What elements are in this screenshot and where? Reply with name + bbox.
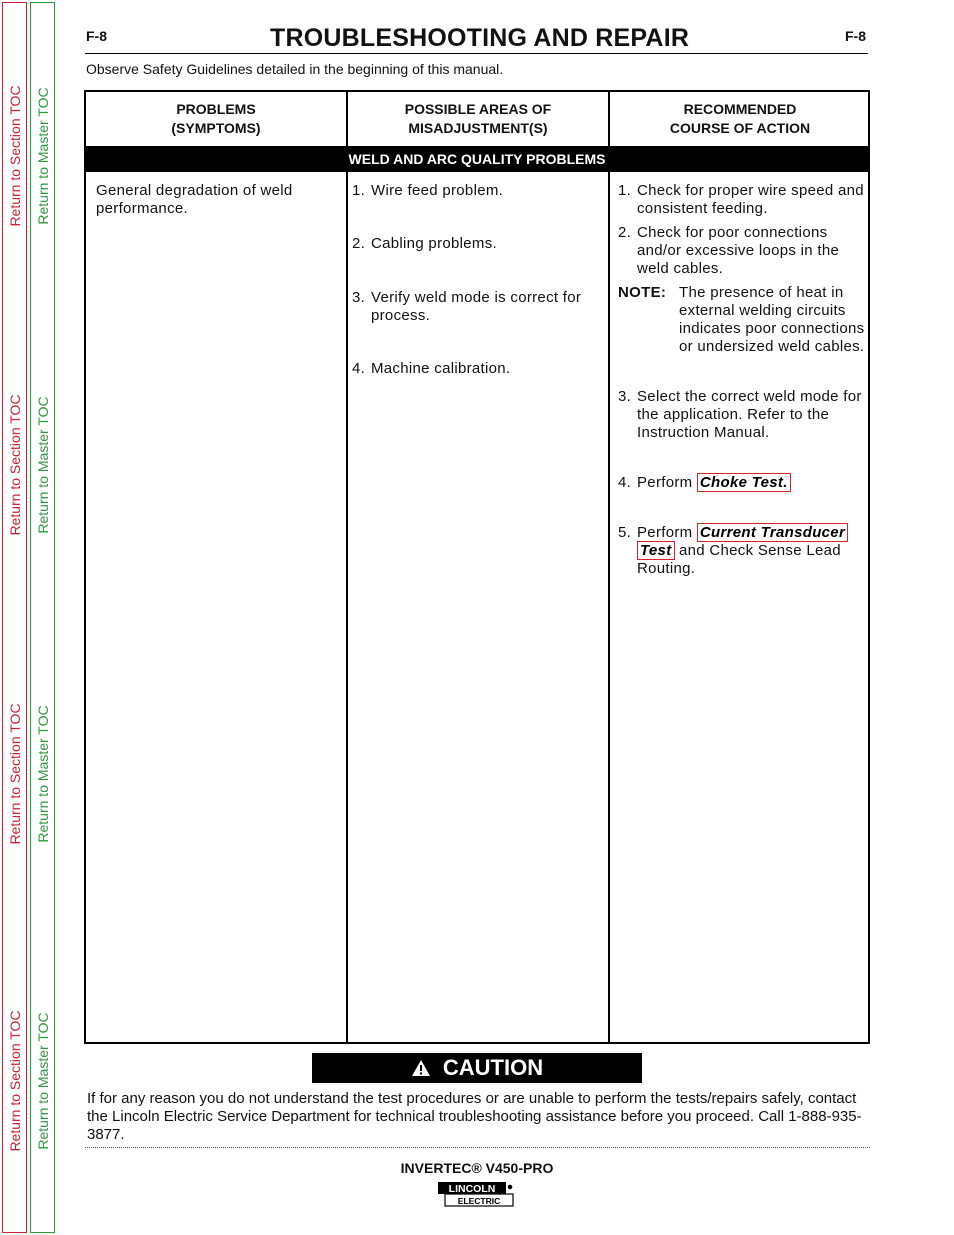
return-to-master-toc-link[interactable]: Return to Master TOC <box>34 396 51 534</box>
svg-text:ELECTRIC: ELECTRIC <box>457 1196 501 1206</box>
note-label: NOTE: <box>618 284 667 301</box>
column-divider <box>346 92 348 1042</box>
choke-test-link[interactable]: Choke Test. <box>697 473 791 492</box>
problem-cell <box>96 182 336 218</box>
lincoln-electric-logo <box>437 1181 514 1207</box>
column-divider <box>608 92 610 1042</box>
list-item: 3. Select the correct weld mode for the application. Refer to the Instruction Manual. <box>618 388 862 441</box>
svg-text:LINCOLN: LINCOLN <box>448 1183 496 1195</box>
caution-label: CAUTION <box>442 1055 544 1080</box>
list-item: 4. Machine calibration. <box>352 360 511 377</box>
return-to-section-toc-link[interactable]: Return to Section TOC <box>6 85 23 227</box>
title-divider <box>85 53 868 54</box>
return-to-section-toc-link[interactable]: Return to Section TOC <box>6 394 23 536</box>
caution-text: If for any reason you do not understand the test procedures or are unable to perform the tests/repairs safely, contact the Lincoln Electric Service Department for technical troubleshooting assistance before you proceed. Call 1-888-935-3877. <box>87 1090 862 1143</box>
areas-column-header: POSSIBLE AREAS OF MISADJUSTMENT(S) <box>404 101 552 136</box>
current-transducer-test-link[interactable]: Current Transducer <box>697 523 848 542</box>
action-column-header: RECOMMENDED COURSE OF ACTION <box>669 101 811 136</box>
return-to-master-toc-link[interactable]: Return to Master TOC <box>34 705 51 843</box>
list-item: 3. Verify weld mode is correct for process. <box>352 289 582 324</box>
list-item: 5. Perform Current Transducer Test and Check Sense Lead Routing. <box>618 524 868 578</box>
troubleshooting-table <box>84 90 870 1044</box>
return-to-section-toc-link[interactable]: Return to Section TOC <box>6 1010 23 1152</box>
areas-cell <box>352 182 606 378</box>
list-item: 1. Wire feed problem. <box>352 182 504 199</box>
list-item: 2. Check for poor connections and/or excessive loops in the weld cables. <box>618 224 840 277</box>
section-band: WELD AND ARC QUALITY PROBLEMS <box>86 146 868 172</box>
note-block <box>618 284 868 356</box>
safety-note: Observe Safety Guidelines detailed in the beginning of this manual. <box>86 61 504 77</box>
return-to-section-toc-link[interactable]: Return to Section TOC <box>6 703 23 845</box>
page-title: TROUBLESHOOTING AND REPAIR <box>270 24 690 52</box>
section-toc-sidebar <box>2 2 27 1233</box>
warning-triangle-icon <box>411 1059 431 1077</box>
return-to-master-toc-link[interactable]: Return to Master TOC <box>34 87 51 225</box>
actions-cell <box>618 182 868 578</box>
product-name: INVERTEC® V450-PRO <box>400 1160 554 1176</box>
problems-column-header: PROBLEMS (SYMPTOMS) <box>171 101 261 136</box>
current-transducer-test-link[interactable]: Test <box>637 541 675 560</box>
return-to-master-toc-link[interactable]: Return to Master TOC <box>34 1012 51 1150</box>
caution-banner <box>312 1053 642 1083</box>
page-number-left: F-8 <box>86 28 107 44</box>
page-number-right: F-8 <box>845 28 866 44</box>
note-text: The presence of heat in external welding circuits indicates poor connections or undersized weld cables. <box>679 284 865 355</box>
master-toc-sidebar <box>30 2 55 1233</box>
list-item: 1. Check for proper wire speed and consistent feeding. <box>618 182 864 217</box>
problem-text: General degradation of weld performance. <box>96 182 293 217</box>
footer-divider <box>85 1147 870 1148</box>
list-item: 4. Perform Choke Test. <box>618 474 868 492</box>
list-item: 2. Cabling problems. <box>352 235 497 252</box>
